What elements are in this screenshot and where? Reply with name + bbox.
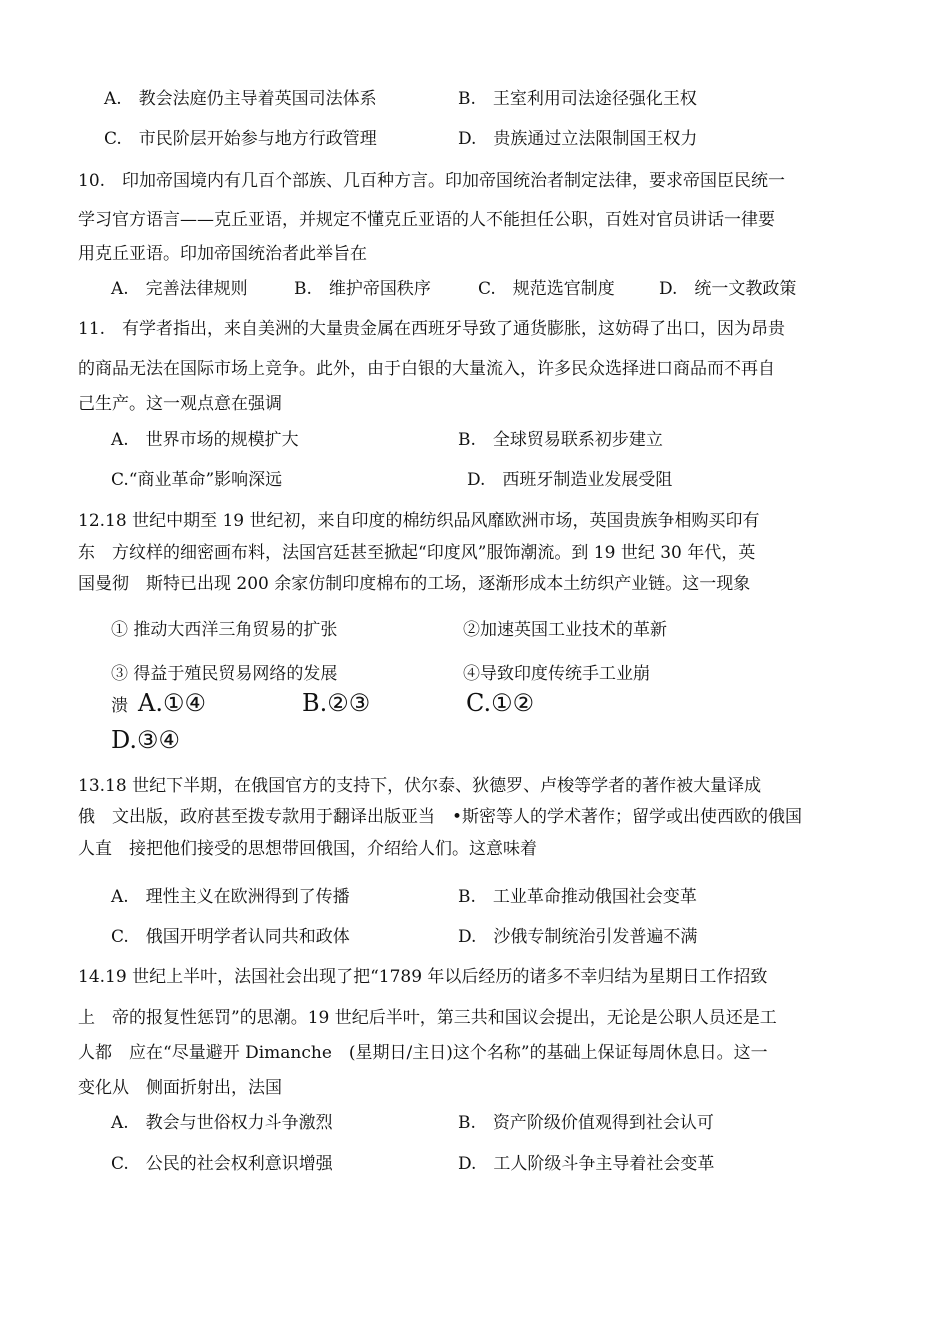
q14-stem-line-4: 变化从 侧面折射出，法国 [78, 1078, 282, 1098]
q9-option-a[interactable]: A. 教会法庭仍主导着英国司法体系 [104, 89, 377, 109]
q11-stem-line-2: 的商品无法在国际市场上竞争。此外，由于白银的大量流入，许多民众选择进口商品而不再自 [78, 359, 775, 379]
q14-options-row-1 [0, 1112, 950, 1134]
q11-stem-line-1: 11. 有学者指出，来自美洲的大量贵金属在西班牙导致了通货膨胀，这妨碍了出口，因为昂贵 [78, 319, 786, 339]
q14-stem-line-1: 14.19 世纪上半叶，法国社会出现了把“1789 年以后经历的诸多不幸归结为星期日工作招致 [78, 967, 768, 987]
q10-option-a[interactable]: A. 完善法律规则 [111, 279, 248, 299]
q12-option-a[interactable]: A.①④ [138, 689, 206, 717]
q10-option-b[interactable]: B. 维护帝国秩序 [294, 279, 431, 299]
q11-options-row-2 [0, 469, 950, 491]
q13-stem-line-3: 人直 接把他们接受的思想带回俄国，介绍给人们。这意味着 [78, 839, 537, 859]
q13-stem-line-2: 俄 文出版，政府甚至拨专款用于翻译出版亚当 •斯密等人的学术著作；留学或出使西欧的俄国 [78, 807, 803, 827]
q10-options-row [0, 278, 950, 300]
q12-statement-1: ① 推动大西洋三角贸易的扩张 [111, 620, 338, 640]
q13-option-b[interactable]: B. 工业革命推动俄国社会变革 [458, 887, 697, 907]
q12-option-b[interactable]: B.②③ [302, 689, 371, 717]
q11-options-row-1 [0, 429, 950, 451]
q9-option-d[interactable]: D. 贵族通过立法限制国王权力 [458, 129, 698, 149]
q12-statements-row-2 [0, 663, 950, 685]
q14-option-a[interactable]: A. 教会与世俗权力斗争激烈 [111, 1113, 333, 1133]
q13-option-c[interactable]: C. 俄国开明学者认同共和政体 [111, 927, 350, 947]
q11-option-a[interactable]: A. 世界市场的规模扩大 [111, 430, 299, 450]
q11-option-b[interactable]: B. 全球贸易联系初步建立 [458, 430, 663, 450]
q9-options-row-2 [0, 128, 950, 150]
q10-option-c[interactable]: C. 规范选官制度 [478, 279, 615, 299]
q9-options-row-1 [0, 88, 950, 110]
q10-stem-line-2: 学习官方语言——克丘亚语，并规定不懂克丘亚语的人不能担任公职，百姓对官员讲话一律要 [78, 210, 775, 230]
q9-option-c[interactable]: C. 市民阶层开始参与地方行政管理 [104, 129, 377, 149]
q12-stem-line-2: 东 方纹样的细密画布料，法国宫廷甚至掀起“印度风”服饰潮流。到 19 世纪 30 年代，英 [78, 543, 756, 563]
q11-option-d[interactable]: D. 西班牙制造业发展受阻 [467, 470, 673, 490]
q12-statement-4-continued: 溃 [111, 696, 128, 716]
q13-stem-line-1: 13.18 世纪下半期，在俄国官方的支持下，伏尔泰、狄德罗、卢梭等学者的著作被大量译成 [78, 776, 762, 796]
q13-option-a[interactable]: A. 理性主义在欧洲得到了传播 [111, 887, 350, 907]
q9-option-b[interactable]: B. 王室利用司法途径强化王权 [458, 89, 697, 109]
q13-option-d[interactable]: D. 沙俄专制统治引发普遍不满 [458, 927, 698, 947]
q10-option-d[interactable]: D. 统一文教政策 [659, 279, 797, 299]
q12-statements-row-1 [0, 619, 950, 641]
q12-statement-3: ③ 得益于殖民贸易网络的发展 [111, 664, 338, 684]
q11-stem-line-3: 己生产。这一观点意在强调 [78, 394, 282, 414]
q13-options-row-1 [0, 886, 950, 908]
q12-statement-4: ④导致印度传统手工业崩 [463, 664, 650, 684]
q12-option-d[interactable]: D.③④ [111, 726, 181, 754]
q14-option-b[interactable]: B. 资产阶级价值观得到社会认可 [458, 1113, 714, 1133]
q14-option-d[interactable]: D. 工人阶级斗争主导着社会变革 [458, 1154, 715, 1174]
q12-statement-2: ②加速英国工业技术的革新 [463, 620, 667, 640]
q12-stem-line-1: 12.18 世纪中期至 19 世纪初，来自印度的棉纺织品风靡欧洲市场，英国贵族争相购买印有 [78, 511, 760, 531]
q14-options-row-2 [0, 1153, 950, 1175]
q11-option-c[interactable]: C.“商业革命”影响深远 [111, 470, 283, 490]
q10-stem-line-1: 10. 印加帝国境内有几百个部族、几百种方言。印加帝国统治者制定法律，要求帝国臣民统一 [78, 171, 786, 191]
q14-stem-line-3: 人都 应在“尽量避开 Dimanche (星期日/主日)这个名称”的基础上保证每周休息日。这一 [78, 1043, 768, 1063]
q14-stem-line-2: 上 帝的报复性惩罚”的思潮。19 世纪后半叶，第三共和国议会提出，无论是公职人员还是工 [78, 1008, 777, 1028]
q12-option-c[interactable]: C.①② [466, 689, 535, 717]
q12-stem-line-3: 国曼彻 斯特已出现 200 余家仿制印度棉布的工场，逐渐形成本土纺织产业链。这一现象 [78, 574, 751, 594]
q13-options-row-2 [0, 926, 950, 948]
q14-option-c[interactable]: C. 公民的社会权利意识增强 [111, 1154, 333, 1174]
q10-stem-line-3: 用克丘亚语。印加帝国统治者此举旨在 [78, 244, 367, 264]
